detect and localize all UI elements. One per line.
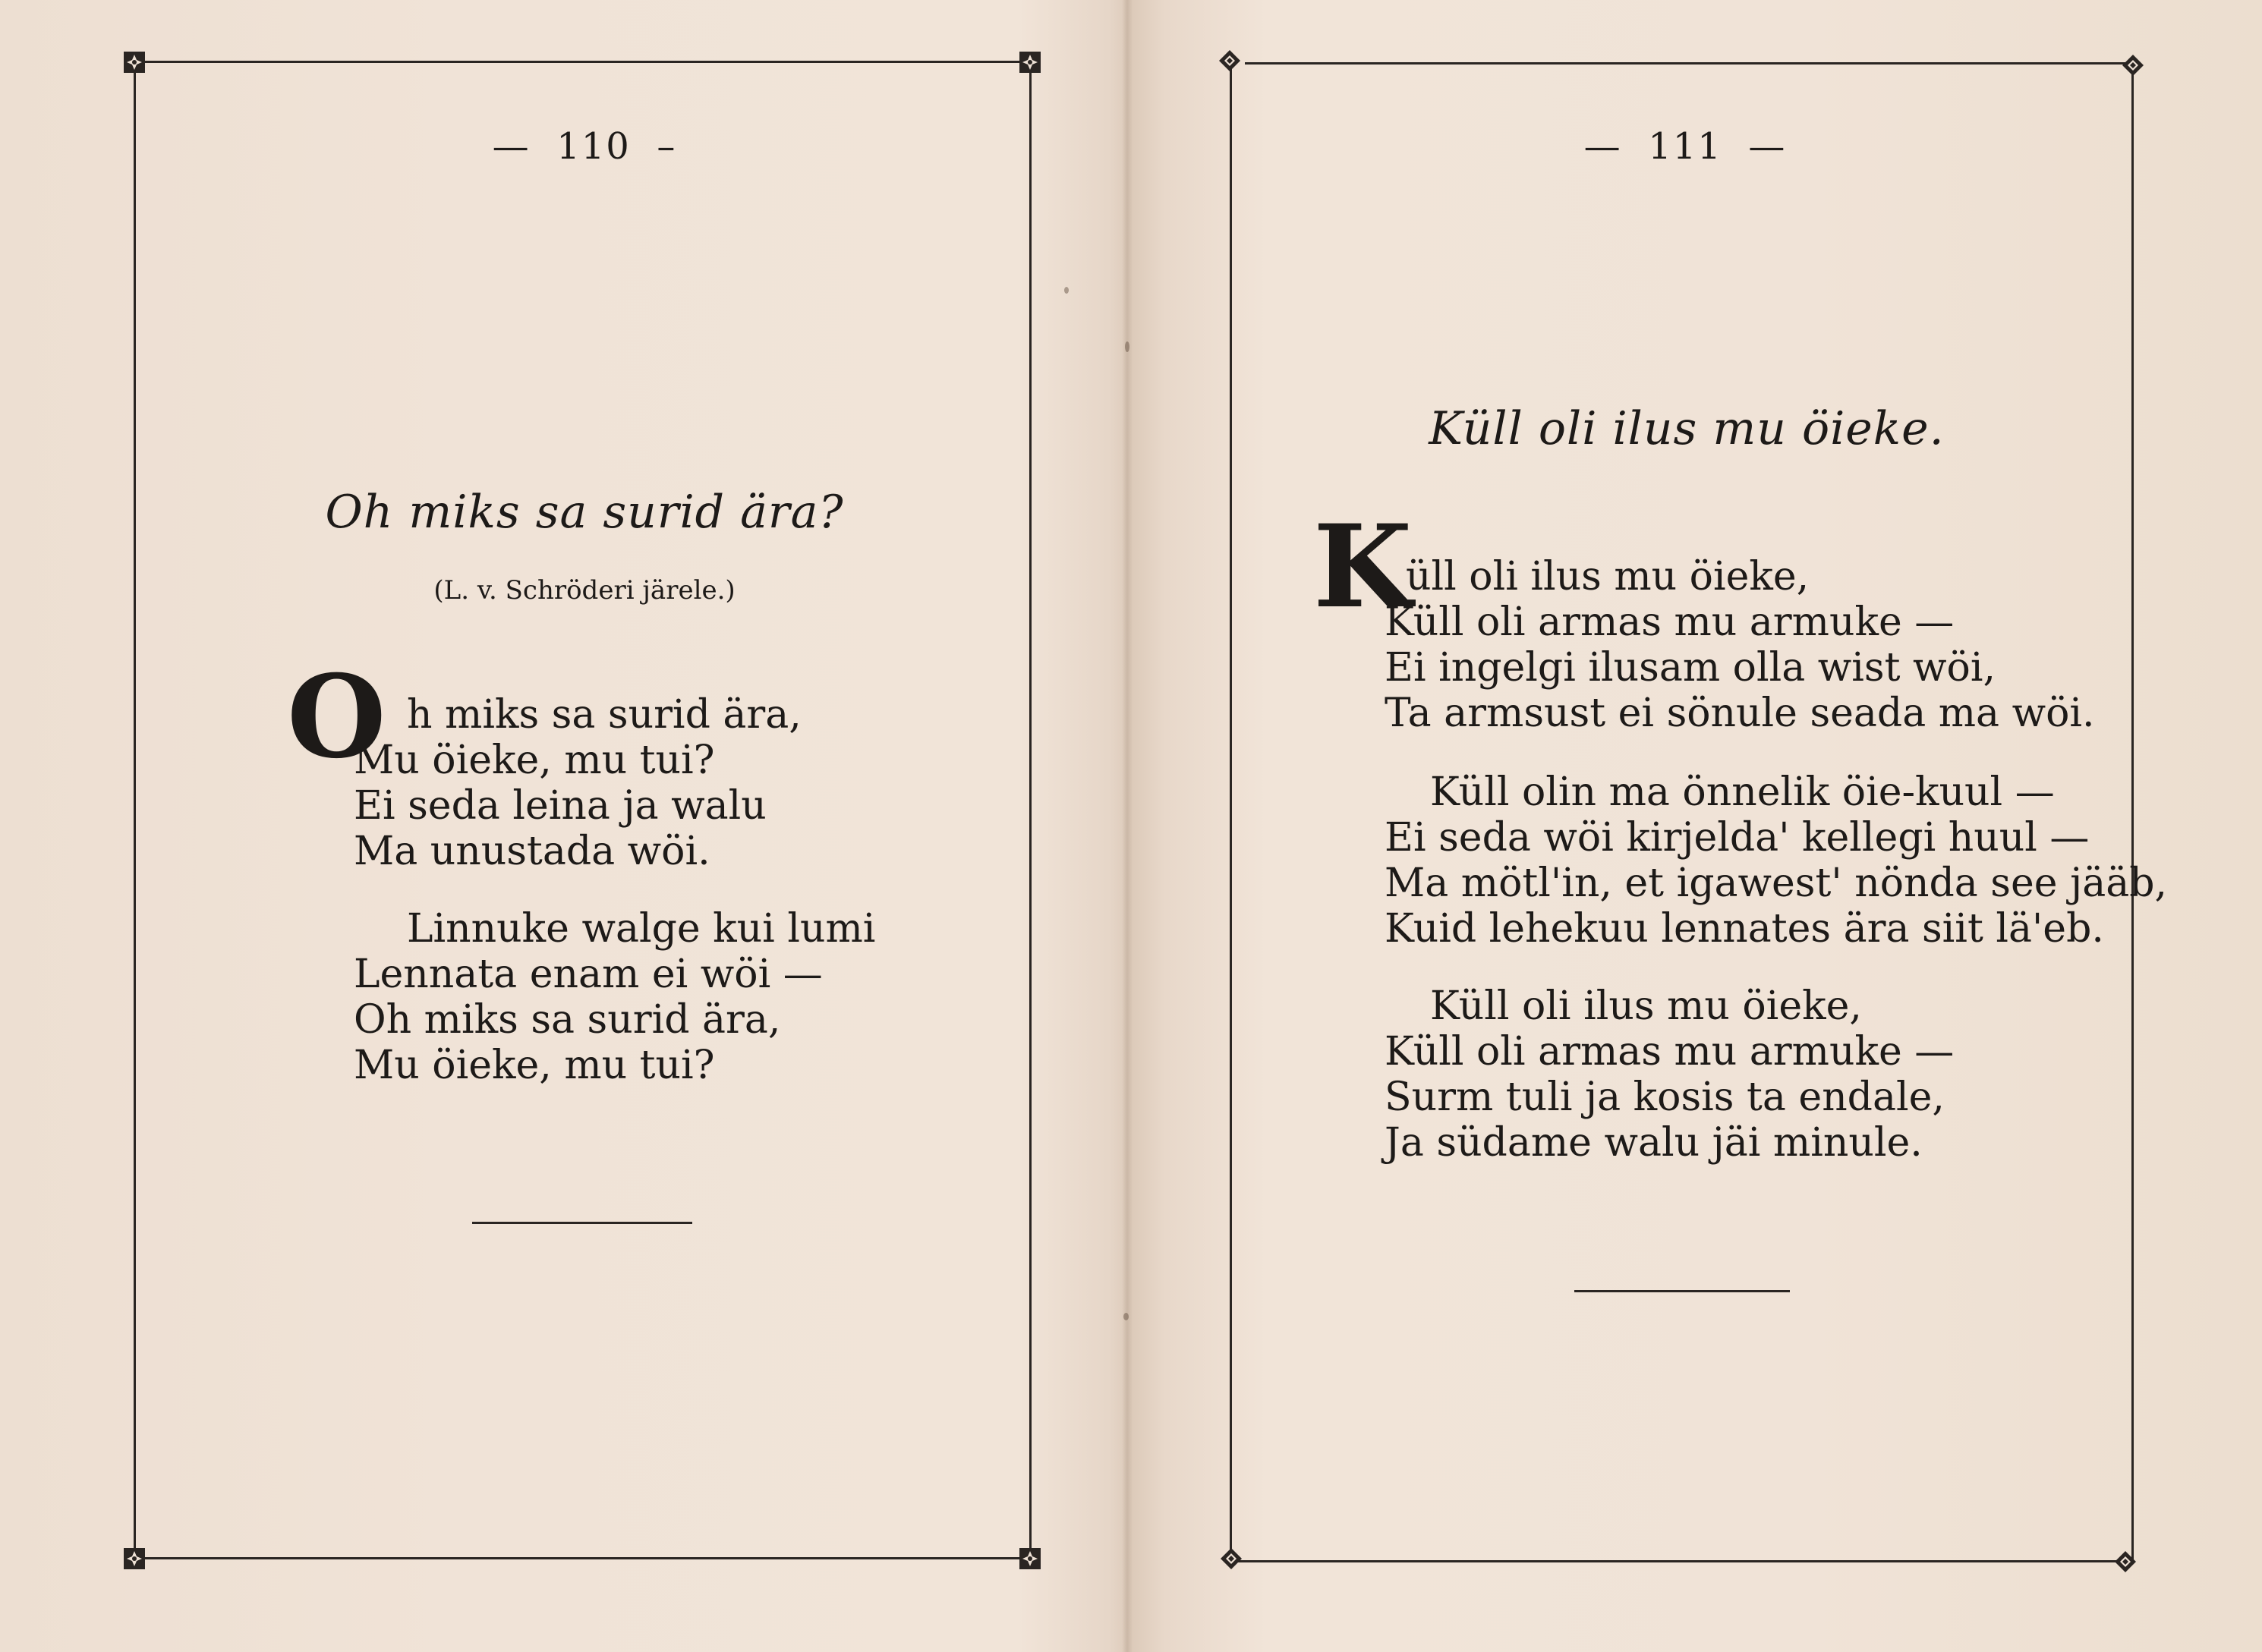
cross-ornament-icon: [121, 49, 148, 76]
paper-spot: [1125, 341, 1129, 352]
diamond-ornament-icon: [1216, 47, 1243, 74]
right-page: [1133, 0, 2262, 1652]
poem-line: Oh miks sa surid ära,: [354, 997, 781, 1043]
paper-spot: [1064, 287, 1069, 294]
poem-line: Ja südame walu jäi minule.: [1385, 1120, 1923, 1166]
right-frame-left: [1230, 64, 1232, 1560]
stanza-right-2: [1385, 769, 2167, 952]
poem-line: Ei seda wöi kirjelda' kellegi huul —: [1385, 815, 2090, 861]
poem-line: Linnuke walge kui lumi: [407, 906, 876, 952]
stanza-right-1: [1385, 554, 2095, 736]
diamond-ornament-icon: [2112, 1548, 2139, 1575]
poem-line: Küll oli ilus mu öieke,: [1430, 983, 1862, 1029]
dropcap-left: O: [287, 650, 386, 784]
poem-line: Mu öieke, mu tui?: [354, 738, 715, 783]
stanza-left-2: [354, 906, 875, 1088]
poem-subtitle-left: (L. v. Schröderi järele.): [433, 575, 736, 606]
right-frame-top: [1245, 62, 2139, 65]
poem-line: Ei seda leina ja walu: [354, 783, 767, 829]
diamond-ornament-icon: [1218, 1545, 1245, 1572]
poem-line: Kuid lehekuu lennates ära siit lä'eb.: [1385, 906, 2104, 952]
cross-ornament-icon: [121, 1545, 148, 1572]
poem-line: Surm tuli ja kosis ta endale,: [1385, 1075, 1945, 1120]
poem-line: üll oli ilus mu öieke,: [1406, 554, 1810, 599]
stanza-left-1: [354, 692, 802, 874]
right-frame-bottom: [1233, 1560, 2127, 1562]
poem-line: Küll oli armas mu armuke —: [1385, 1029, 1955, 1075]
poem-line: Küll oli armas mu armuke —: [1385, 599, 1955, 645]
end-rule-left: [472, 1222, 692, 1224]
poem-line: Ma mötl'in, et igawest' nönda see jääb,: [1385, 861, 2168, 906]
stanza-right-3: [1385, 983, 1954, 1166]
poem-line: Mu öieke, mu tui?: [354, 1043, 715, 1088]
cross-ornament-icon: [1016, 1545, 1044, 1572]
cross-ornament-icon: [1016, 49, 1044, 76]
left-frame-left: [134, 62, 136, 1559]
poem-line: Ei ingelgi ilusam olla wist wöi,: [1385, 645, 1996, 691]
page-number-left: — 110 –: [492, 125, 677, 168]
dropcap-right: K: [1313, 500, 1413, 634]
poem-line: Ma unustada wöi.: [354, 829, 710, 874]
diamond-ornament-icon: [2119, 52, 2147, 79]
poem-title-right: Küll oli ilus mu öieke.: [1429, 402, 1945, 455]
left-frame-right: [1029, 62, 1032, 1559]
page-number-right: — 111 —: [1583, 125, 1787, 168]
left-frame-top: [135, 61, 1031, 63]
poem-title-left: Oh miks sa surid ära?: [325, 486, 844, 539]
poem-line: Lennata enam ei wöi —: [354, 952, 823, 997]
left-page: [0, 0, 1122, 1652]
left-frame-bottom: [135, 1557, 1031, 1559]
book-spine: [1122, 0, 1133, 1652]
paper-spot: [1123, 1313, 1129, 1320]
end-rule-right: [1574, 1290, 1790, 1292]
poem-line: Ta armsust ei sönule seada ma wöi.: [1385, 691, 2095, 736]
poem-line: Küll olin ma önnelik öie-kuul —: [1430, 769, 2055, 815]
poem-line: h miks sa surid ära,: [407, 692, 802, 738]
